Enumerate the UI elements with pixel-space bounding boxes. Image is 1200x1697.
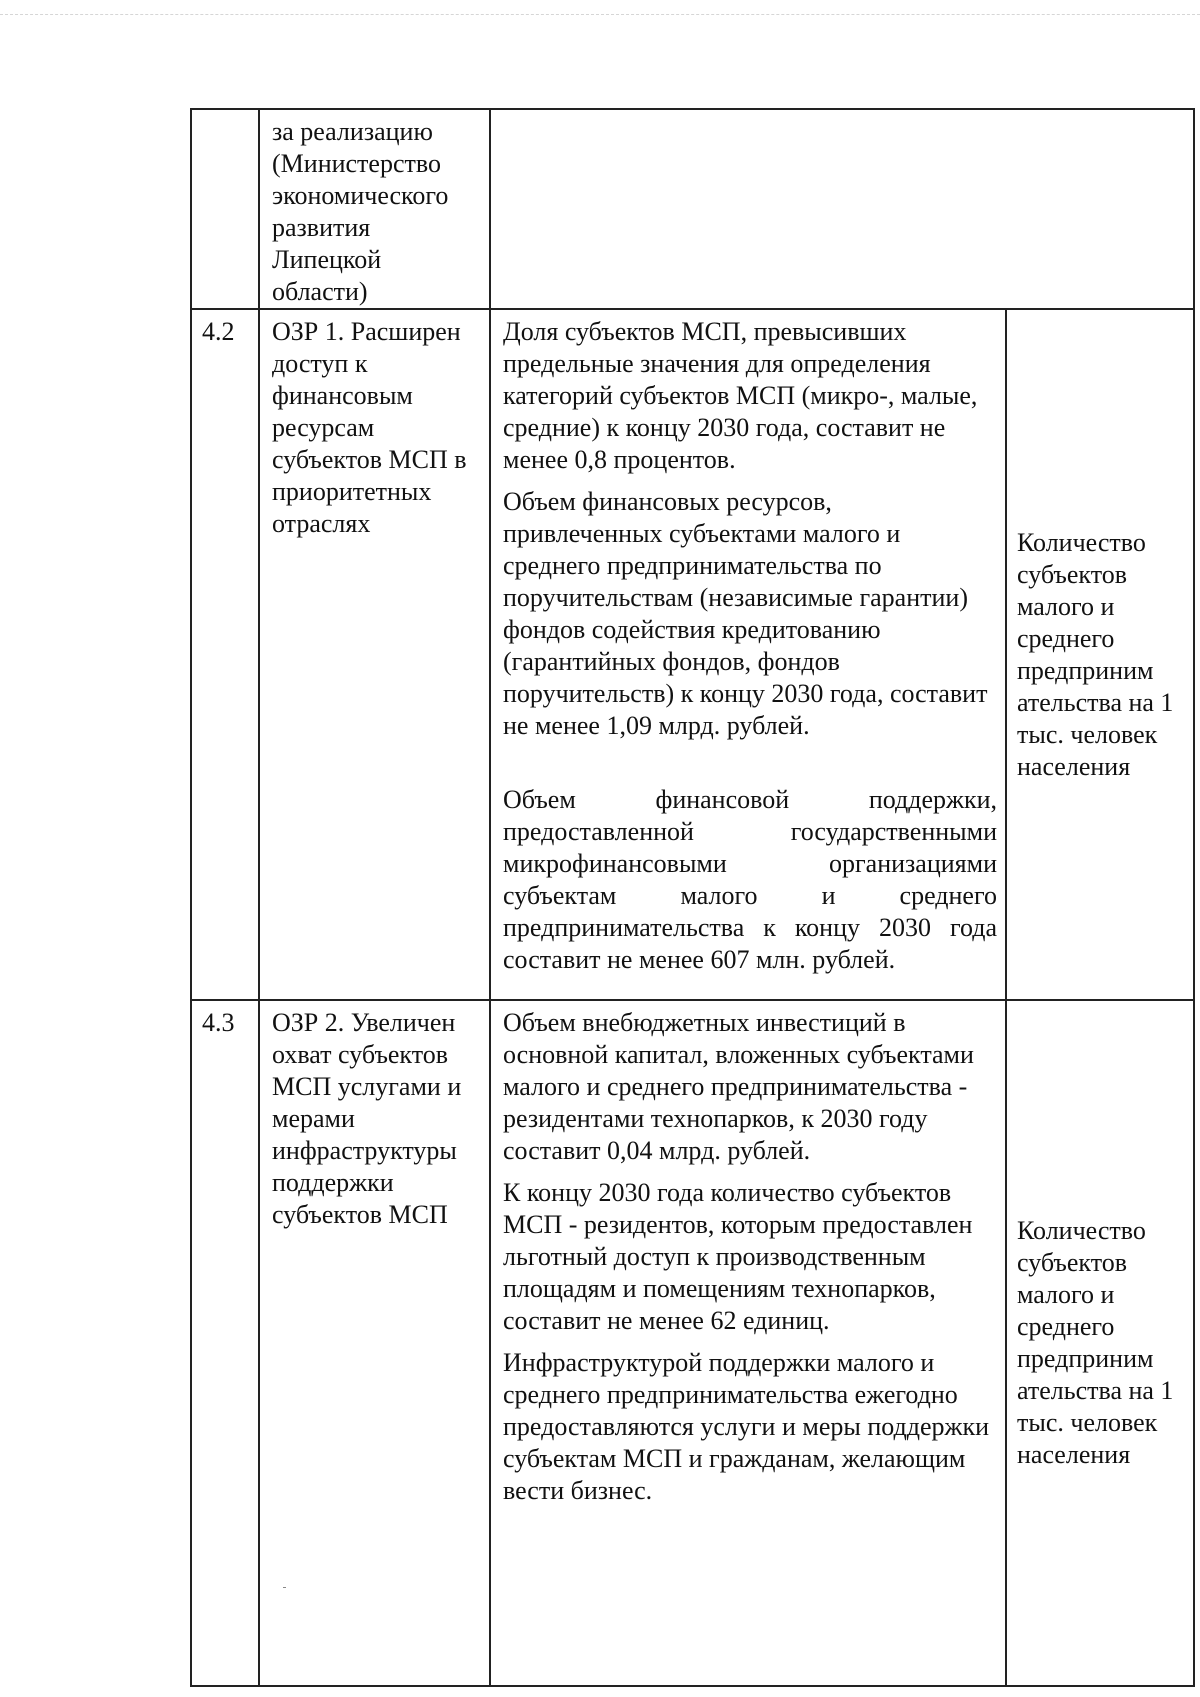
indicator-line: составит не менее 607 млн. рублей. (503, 945, 896, 974)
table-row-continuation (191, 109, 1194, 309)
indicator-line: предоставленной государственными (503, 817, 997, 846)
indicator-paragraph: К концу 2030 года количество субъектов МСП - резидентов, которым предоставлен льготный доступ к производственным площадям и помещениям технопарков, составит не менее 62 единиц. (503, 1178, 973, 1335)
indicator-paragraph: Инфраструктурой поддержки малого и среднего предпринимательства ежегодно предоставляются услуги и меры поддержки субъектам МСП и гражданам, желающим вести бизнес. (503, 1348, 990, 1505)
strategy-table (190, 108, 1195, 1687)
number-cell-empty (191, 109, 259, 309)
goal-cell (259, 309, 490, 1000)
row-number (191, 1000, 259, 1686)
row-number-text: 4.2 (202, 317, 235, 346)
indicator-paragraph: Доля субъектов МСП, превысивших предельные значения для определения категорий субъектов МСП (микро-, малые, средние) к концу 2030 года, составит не менее 0,8 процентов. (503, 317, 978, 474)
goal-text: за реализацию (Министерство экономического развития Липецкой области) (272, 117, 449, 306)
indicator-line: предпринимательства к концу 2030 года (503, 913, 997, 942)
result-text: Количество субъектов малого и среднего предприним ательства на 1 тыс. человек населения (1017, 1216, 1174, 1469)
goal-text: ОЗР 2. Увеличен охват субъектов МСП услугами и мерами инфраструктуры поддержки субъектов МСП (272, 1008, 462, 1229)
row-number-text: 4.3 (202, 1008, 235, 1037)
goal-cell (259, 1000, 490, 1686)
indicator-line: Объем финансовой поддержки, (503, 785, 997, 814)
goal-text: ОЗР 1. Расширен доступ к финансовым ресурсам субъектов МСП в приоритетных отраслях (272, 317, 467, 538)
result-cell (1006, 1000, 1194, 1686)
empty-merged-cell (490, 109, 1194, 309)
indicator-paragraph: Объем внебюджетных инвестиций в основной капитал, вложенных субъектами малого и среднего предпринимательства - резидентами технопарков, к 2030 году составит 0,04 млрд. рублей. (503, 1008, 974, 1165)
goal-cell (259, 109, 490, 309)
indicators-cell (490, 1000, 1006, 1686)
row-number (191, 309, 259, 1000)
table-row-4-3 (191, 1000, 1194, 1686)
paragraph-gap (503, 752, 997, 784)
page-top-rule (0, 14, 1200, 15)
scan-speck (283, 1587, 286, 1588)
indicator-line: субъектам малого и среднего (503, 881, 997, 910)
indicator-line: микрофинансовыми организациями (503, 849, 997, 878)
result-text: Количество субъектов малого и среднего предприним ательства на 1 тыс. человек населения (1017, 527, 1174, 781)
indicators-cell (490, 309, 1006, 1000)
indicator-paragraph: Объем финансовых ресурсов, привлеченных субъектами малого и среднего предпринимательства по поручительствам (независимые гарантии) фондов содействия кредитованию (гарантийных фондов, фондов поручительств) к концу 2030 года, составит не менее 1,09 млрд. рублей. (503, 487, 988, 740)
table-row-4-2 (191, 309, 1194, 1000)
result-cell (1006, 309, 1194, 1000)
